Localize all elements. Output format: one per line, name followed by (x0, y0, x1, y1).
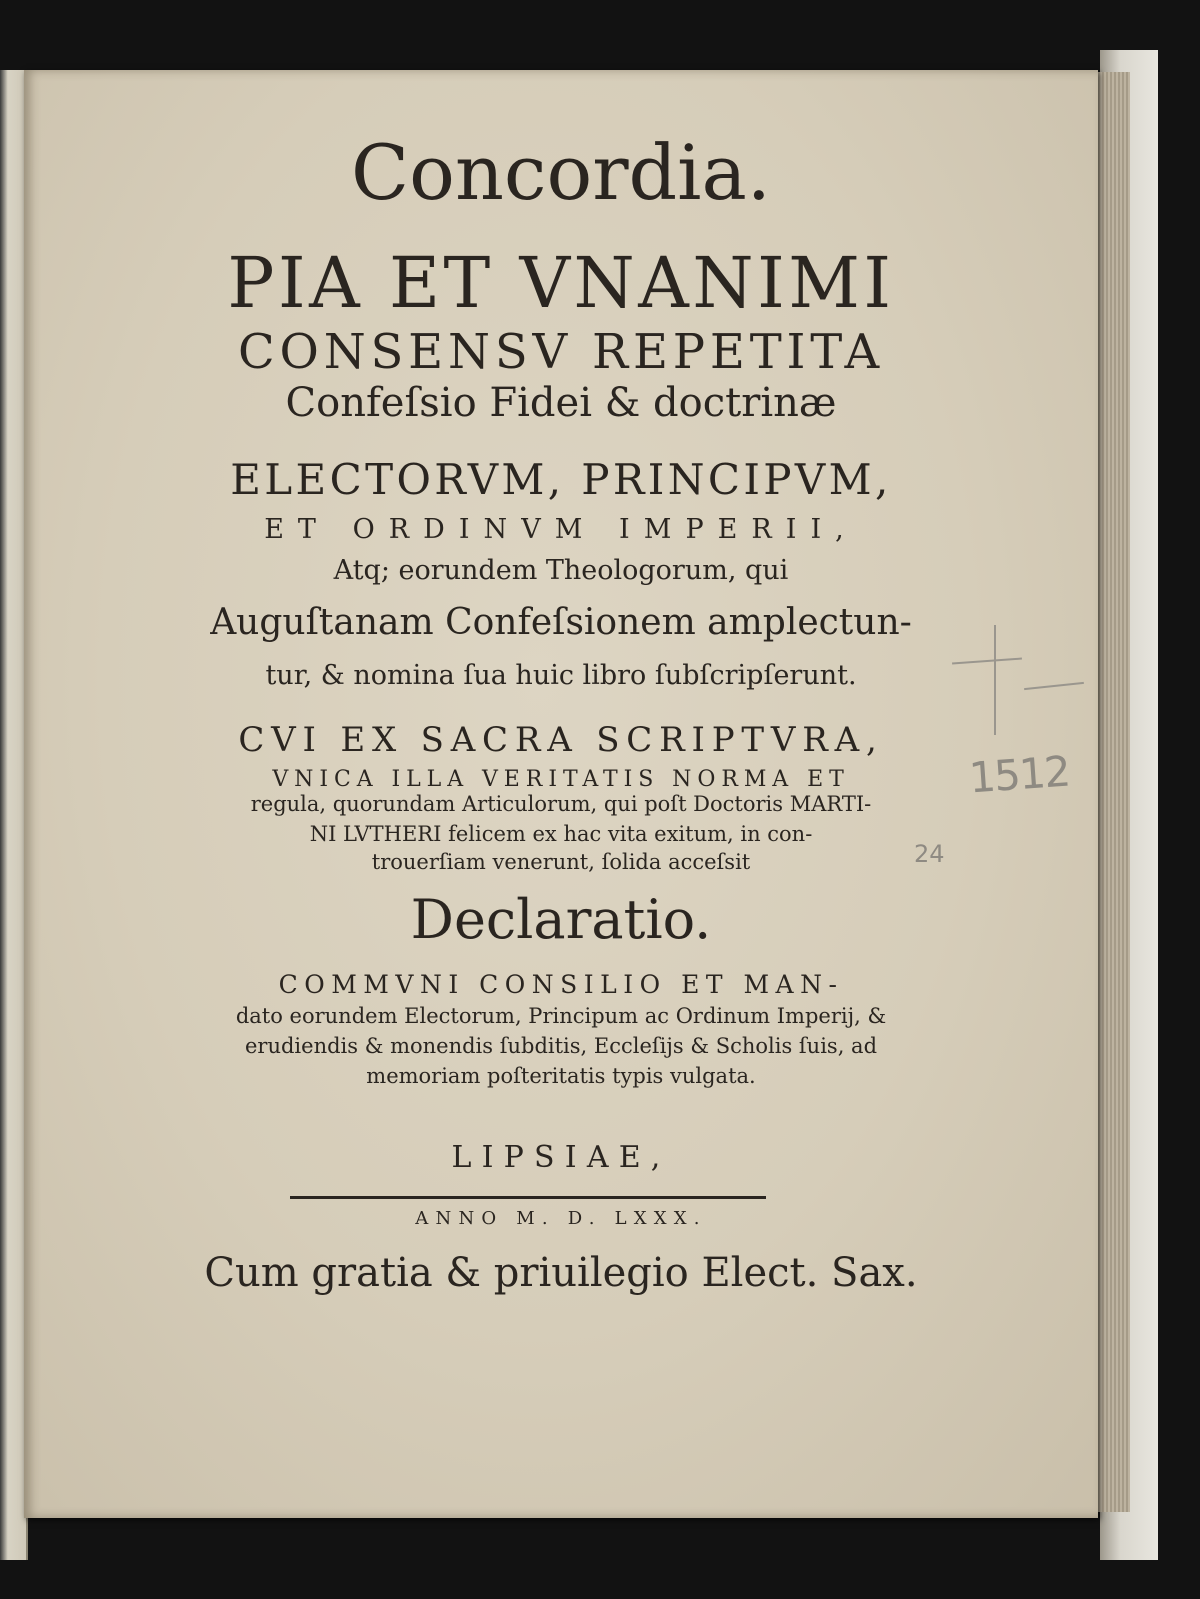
line-regula-articulorum: regula, quorundam Articulorum, qui poſt Doctoris MARTI- (250, 792, 872, 816)
line-vnica-illa: VNICA ILLA VERITATIS NORMA ET (272, 767, 850, 792)
title-page (24, 70, 1098, 1518)
line-electorum-principum: ELECTORVM, PRINCIPVM, (230, 455, 892, 504)
line-memoriam-posteritatis: memoriam poſteritatis typis vulgata. (366, 1064, 756, 1088)
line-ordinum-imperii: ET ORDINVM IMPERII, (264, 514, 858, 545)
privilege-line: Cum gratia & priuilegio Elect. Sax. (204, 1250, 918, 1296)
imprint-year: ANNO M. D. LXXX. (415, 1208, 707, 1229)
pencil-shelfmark: 1512 (967, 746, 1071, 803)
declaratio-heading: Declaratio. (410, 888, 712, 951)
line-confessio-fidei: Confeſsio Fidei & doctrinæ (285, 380, 837, 426)
line-martini-lutheri: NI LVTHERI felicem ex hac vita exitum, in con- (309, 822, 813, 846)
title-page-text (24, 70, 1098, 1518)
line-communi-consilio: COMMVNI CONSILIO ET MAN- (278, 970, 844, 999)
main-title: Concordia. (351, 128, 771, 217)
pencil-stroke-2 (994, 625, 996, 735)
pencil-number: 24 (914, 840, 945, 868)
line-erudiendis: erudiendis & monendis ſubditis, Eccleſijs & Scholis ſuis, ad (244, 1034, 878, 1058)
imprint-rule (290, 1196, 766, 1199)
line-nomina-sua: tur, & nomina ſua huic libro ſubſcripſerunt. (265, 660, 857, 691)
line-cui-ex-sacra: CVI EX SACRA SCRIPTVRA, (238, 720, 884, 760)
line-pia-et-vnanimi: PIA ET VNANIMI (227, 242, 895, 324)
imprint-place: LIPSIAE, (451, 1140, 671, 1175)
line-atque-theologorum: Atq; eorundem Theologorum, qui (333, 555, 789, 586)
line-dato-eorundem: dato eorundem Electorum, Principum ac Ordinum Imperij, & (235, 1004, 887, 1028)
line-consensu-repetita: CONSENSV REPETITA (238, 324, 884, 380)
line-controuersiam: trouerſiam venerunt, ſolida acceſsit (371, 850, 751, 874)
line-augustanam-confessionem: Auguſtanam Confeſsionem amplectun- (210, 602, 912, 643)
